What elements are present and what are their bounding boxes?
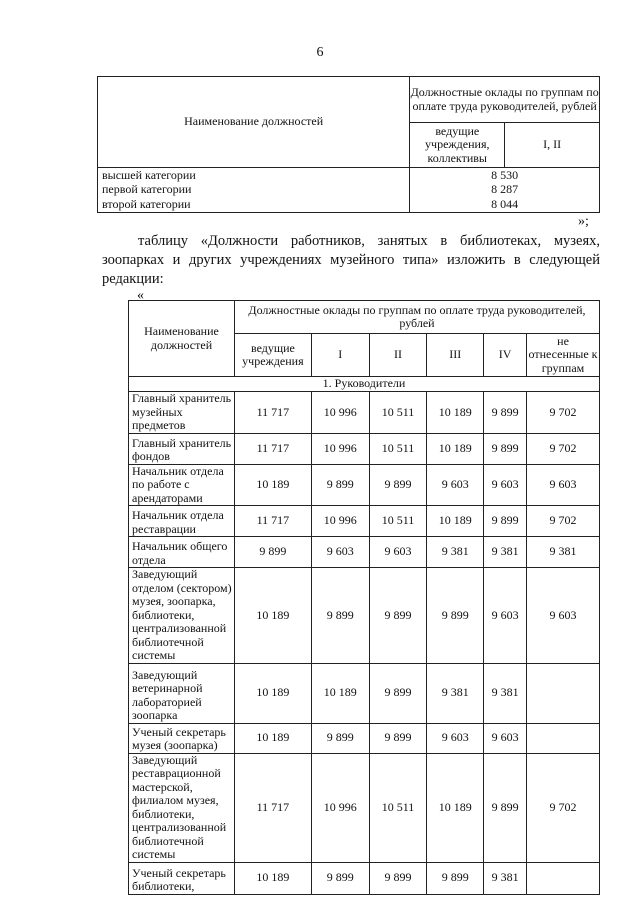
position-name: Заведующий ветеринарной лабораторией зоопарка [129, 663, 235, 723]
salary-cell: 9 381 [484, 862, 527, 894]
position-name: Ученый секретарь музея (зоопарка) [129, 723, 235, 753]
salary-cell: 10 189 [427, 433, 484, 464]
position-name: Ученый секретарь библиотеки, [129, 862, 235, 894]
salary-table-categories [97, 76, 600, 213]
salary-cell [527, 663, 600, 723]
table1-row-name: высшей категории [98, 168, 410, 183]
salary-cell: 9 899 [311, 862, 369, 894]
salary-cell: 9 603 [527, 464, 600, 506]
table-row [129, 723, 600, 753]
salary-cell: 10 996 [311, 433, 369, 464]
table1-header-sub1: ведущие учреждения, коллективы [410, 123, 505, 168]
table2-section-title: 1. Руководители [129, 377, 600, 392]
table-row [129, 392, 600, 434]
table-row [129, 433, 600, 464]
table-row [129, 464, 600, 506]
salary-cell: 10 189 [427, 506, 484, 537]
salary-cell: 9 899 [484, 392, 527, 434]
salary-cell: 10 189 [234, 568, 311, 664]
salary-cell: 10 996 [311, 753, 369, 862]
salary-cell [527, 862, 600, 894]
salary-cell [527, 723, 600, 753]
table-row [129, 862, 600, 894]
salary-cell: 9 381 [427, 537, 484, 568]
salary-cell: 10 511 [369, 392, 427, 434]
table2-col-header: IV [484, 334, 527, 377]
salary-cell: 10 996 [311, 506, 369, 537]
salary-cell: 9 899 [427, 568, 484, 664]
salary-cell: 9 899 [369, 568, 427, 664]
body-paragraph [102, 232, 600, 289]
salary-cell: 10 189 [311, 663, 369, 723]
salary-cell: 9 899 [369, 862, 427, 894]
salary-cell: 11 717 [234, 433, 311, 464]
salary-cell: 9 381 [527, 537, 600, 568]
salary-cell: 10 511 [369, 433, 427, 464]
table2-col-header: III [427, 334, 484, 377]
salary-cell: 10 189 [234, 723, 311, 753]
salary-cell: 9 899 [484, 753, 527, 862]
salary-cell: 9 899 [484, 506, 527, 537]
salary-cell: 9 381 [427, 663, 484, 723]
position-name: Главный хранитель фондов [129, 433, 235, 464]
table2-header-name: Наименование должностей [129, 301, 235, 377]
salary-cell: 9 899 [427, 862, 484, 894]
table1-header-salary: Должностные оклады по группам по оплате труда руководителей, рублей [410, 77, 600, 123]
salary-cell: 9 702 [527, 392, 600, 434]
salary-cell: 9 381 [484, 663, 527, 723]
salary-table-museums [128, 300, 600, 895]
paragraph-text: таблицу «Должности работников, занятых в библиотеках, музеях, зоопарках и других учреждениях музейного типа» изложить в следующей редакции: [102, 233, 600, 287]
salary-cell: 9 899 [484, 433, 527, 464]
table-row [129, 537, 600, 568]
salary-cell: 9 603 [369, 537, 427, 568]
salary-cell: 10 189 [234, 464, 311, 506]
table1-header-sub2: I, II [505, 123, 600, 168]
salary-cell: 9 603 [484, 568, 527, 664]
table2-header-salary: Должностные оклады по группам по оплате труда руководителей, рублей [234, 301, 599, 334]
salary-cell: 9 899 [234, 537, 311, 568]
table1-row-value: 8 530 [410, 168, 600, 183]
salary-cell: 10 189 [234, 663, 311, 723]
salary-cell: 9 899 [311, 464, 369, 506]
salary-cell: 10 511 [369, 506, 427, 537]
salary-cell: 9 381 [484, 537, 527, 568]
table-row [129, 663, 600, 723]
table1-header-name: Наименование должностей [98, 77, 410, 168]
page-number: 6 [316, 45, 324, 60]
position-name: Заведующий реставрационной мастерской, филиалом музея, библиотеки, централизованной библиотечной системы [129, 753, 235, 862]
position-name: Заведующий отделом (сектором) музея, зоопарка, библиотеки, централизованной библиотечной системы [129, 568, 235, 664]
salary-cell: 9 603 [484, 723, 527, 753]
table-row [129, 568, 600, 664]
salary-cell: 9 899 [369, 663, 427, 723]
table1-row-value: 8 044 [410, 198, 600, 213]
salary-cell: 10 511 [369, 753, 427, 862]
position-name: Главный хранитель музейных предметов [129, 392, 235, 434]
salary-cell: 9 702 [527, 753, 600, 862]
salary-cell: 9 899 [311, 723, 369, 753]
salary-cell: 9 899 [369, 723, 427, 753]
table1-row-name: первой категории [98, 183, 410, 198]
salary-cell: 9 702 [527, 433, 600, 464]
salary-cell: 9 899 [311, 568, 369, 664]
salary-cell: 9 702 [527, 506, 600, 537]
salary-cell: 9 603 [427, 464, 484, 506]
salary-cell: 11 717 [234, 753, 311, 862]
salary-cell: 9 603 [427, 723, 484, 753]
salary-cell: 10 189 [234, 862, 311, 894]
table2-col-header: I [311, 334, 369, 377]
salary-cell: 11 717 [234, 506, 311, 537]
salary-cell: 11 717 [234, 392, 311, 434]
table-row [129, 753, 600, 862]
salary-cell: 10 189 [427, 753, 484, 862]
table-row [129, 506, 600, 537]
table1-row-value: 8 287 [410, 183, 600, 198]
position-name: Начальник общего отдела [129, 537, 235, 568]
salary-cell: 9 603 [484, 464, 527, 506]
closing-quote-mark: »; [578, 214, 589, 229]
table2-col-header: не отнесенные к группам [528, 333, 598, 375]
table2-col-header: II [369, 334, 427, 377]
salary-cell: 9 603 [527, 568, 600, 664]
salary-cell: 9 899 [369, 464, 427, 506]
position-name: Начальник отдела по работе с арендаторами [129, 464, 235, 506]
position-name: Начальник отдела реставрации [129, 506, 235, 537]
table2-col-header: ведущие учреждения [234, 334, 311, 377]
salary-cell: 10 996 [311, 392, 369, 434]
salary-cell: 10 189 [427, 392, 484, 434]
table1-row-name: второй категории [98, 198, 410, 213]
salary-cell: 9 603 [311, 537, 369, 568]
opening-quote-mark: « [137, 288, 144, 303]
